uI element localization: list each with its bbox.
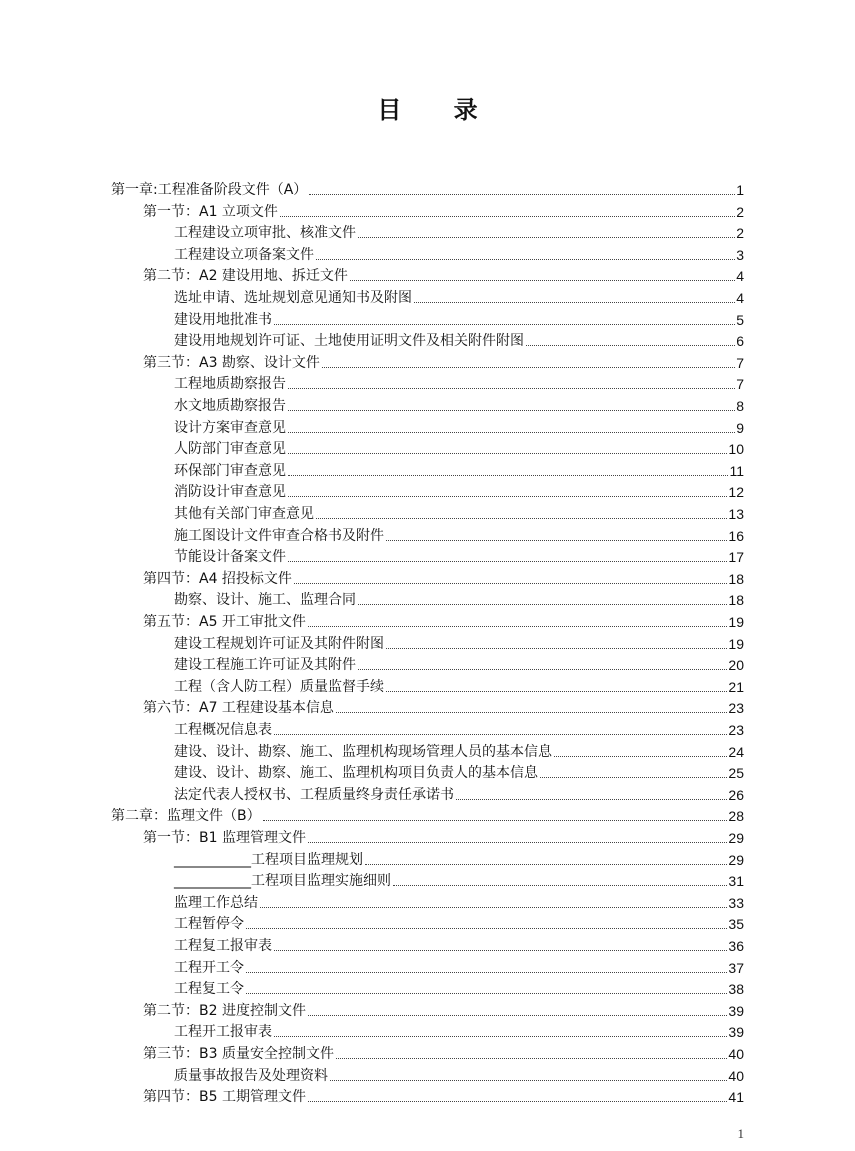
toc-dot-leader	[540, 777, 727, 778]
toc-dot-leader	[288, 561, 727, 562]
toc-entry-page: 8	[736, 398, 744, 414]
toc-entry-title: 工程复工令	[174, 981, 244, 998]
toc-entry-page: 21	[728, 678, 744, 695]
toc-entry-title: 第六节：A7 工程建设基本信息	[143, 700, 334, 717]
page-number: 1	[737, 1126, 744, 1141]
toc-entry-title: 选址申请、选址规划意见通知书及附图	[174, 290, 412, 306]
toc-entry-page: 19	[728, 614, 744, 630]
toc-entry[interactable]	[174, 545, 744, 566]
toc-entry-page: 23	[728, 722, 744, 738]
toc-dot-leader	[308, 1015, 727, 1016]
page-title-text: 目 录	[377, 96, 500, 124]
toc-dot-leader	[386, 540, 727, 541]
toc-entry-title: 建设、设计、勘察、施工、监理机构现场管理人员的基本信息	[174, 743, 552, 760]
toc-dot-leader	[414, 302, 735, 303]
toc-entry-title: 第四节：B5 工期管理文件	[143, 1089, 306, 1106]
toc-entry[interactable]	[174, 718, 744, 739]
toc-entry-page: 33	[728, 894, 744, 911]
toc-entry-title: 第三节：B3 质量安全控制文件	[143, 1046, 334, 1062]
toc-entry[interactable]	[174, 912, 744, 933]
toc-entry[interactable]	[174, 308, 744, 329]
toc-entry-title: 设计方案审查意见	[174, 419, 286, 436]
toc-dot-leader	[260, 907, 727, 908]
toc-entry-title: 建设工程施工许可证及其附件	[174, 657, 356, 674]
toc-entry-title: 监理工作总结	[174, 894, 258, 911]
toc-entry-title: 节能设计备案文件	[174, 549, 286, 566]
toc-entry-page: 3	[736, 246, 744, 263]
toc-dot-leader	[308, 842, 727, 843]
toc-section[interactable]	[143, 351, 744, 372]
toc-dot-leader	[358, 237, 735, 238]
toc-entry-title: 勘察、设计、施工、监理合同	[174, 592, 356, 609]
toc-entry-page: 19	[728, 635, 744, 652]
toc-entry-title: 施工图设计文件审查合格书及附件	[174, 527, 384, 544]
toc-chapter[interactable]	[111, 804, 744, 825]
toc-entry[interactable]	[174, 372, 744, 393]
toc-entry[interactable]	[174, 848, 744, 869]
toc-entry-page: 7	[736, 354, 744, 371]
toc-entry-title: 建设工程规划许可证及其附件附图	[174, 635, 384, 652]
toc-entry-page: 2	[736, 203, 744, 220]
page-title	[0, 94, 855, 126]
toc-entry-title: 质量事故报告及处理资料	[174, 1067, 328, 1084]
toc-entry[interactable]	[174, 869, 744, 890]
toc-entry-page: 35	[728, 916, 744, 933]
toc-dot-leader	[358, 669, 727, 670]
toc-dot-leader	[288, 496, 727, 497]
toc-entry[interactable]	[174, 1020, 744, 1041]
toc-dot-leader	[294, 583, 727, 584]
toc-dot-leader	[386, 691, 727, 692]
toc-entry-page: 37	[728, 959, 744, 976]
toc-entry-page: 2	[736, 225, 744, 242]
toc-dot-leader	[308, 1101, 727, 1102]
toc-entry-page: 11	[729, 462, 744, 479]
toc-entry-title: 建设用地批准书	[174, 311, 272, 328]
toc-entry-page: 36	[728, 938, 744, 954]
toc-entry[interactable]	[174, 783, 744, 804]
toc-dot-leader	[288, 475, 728, 476]
toc-entry-page: 40	[728, 1067, 744, 1084]
toc-dot-leader	[554, 756, 727, 757]
toc-entry[interactable]	[174, 502, 744, 523]
toc-dot-leader	[274, 324, 735, 325]
toc-dot-leader	[526, 345, 735, 346]
toc-section[interactable]	[143, 1042, 744, 1063]
toc-entry[interactable]	[174, 1064, 744, 1085]
toc-entry-page: 20	[728, 657, 744, 674]
toc-entry-page: 9	[736, 419, 744, 436]
toc-entry-title: 工程概况信息表	[174, 722, 272, 738]
toc-section[interactable]	[143, 264, 744, 285]
toc-entry[interactable]	[174, 524, 744, 545]
toc-entry-page: 17	[728, 549, 744, 566]
toc-entry[interactable]	[174, 329, 744, 350]
toc-entry-title: 人防部门审查意见	[174, 441, 286, 458]
toc-entry-title: 工程（含人防工程）质量监督手续	[174, 678, 384, 695]
toc-entry-title: 法定代表人授权书、工程质量终身责任承诺书	[174, 786, 454, 803]
toc-entry-page: 29	[728, 830, 744, 846]
toc-chapter[interactable]	[111, 178, 744, 199]
toc-entry[interactable]	[174, 437, 744, 458]
toc-entry[interactable]	[174, 675, 744, 696]
toc-entry-page: 16	[728, 527, 744, 544]
toc-entry-title: 消防设计审查意见	[174, 484, 286, 501]
toc-section[interactable]	[143, 999, 744, 1020]
toc-entry[interactable]	[174, 632, 744, 653]
toc-entry-title: 第三节：A3 勘察、设计文件	[143, 354, 320, 371]
toc-entry-page: 29	[728, 851, 744, 868]
toc-entry-page: 4	[736, 290, 744, 306]
toc-entry-page: 28	[728, 808, 744, 825]
toc-entry-title: 第二节：A2 建设用地、拆迁文件	[143, 268, 348, 285]
toc-dot-leader	[274, 950, 727, 951]
toc-entry-page: 12	[728, 484, 744, 501]
toc-entry[interactable]	[174, 588, 744, 609]
toc-entry-page: 39	[728, 1024, 744, 1041]
toc-entry-title: 工程建设立项审批、核准文件	[174, 225, 356, 242]
toc-dot-leader	[316, 518, 727, 519]
toc-entry-page: 13	[728, 506, 744, 522]
toc-entry[interactable]	[174, 653, 744, 674]
toc-dot-leader	[365, 864, 727, 865]
toc-dot-leader	[322, 367, 735, 368]
toc-entry[interactable]	[174, 761, 744, 782]
toc-entry-title: 第二节：B2 进度控制文件	[143, 1002, 306, 1019]
toc-entry-title: 工程地质勘察报告	[174, 376, 286, 393]
toc-entry-title: 工程开工令	[174, 959, 244, 976]
toc-section[interactable]	[143, 1085, 744, 1106]
toc-entry-title: 第五节：A5 开工审批文件	[143, 614, 306, 630]
toc-dot-leader	[288, 410, 735, 411]
toc-dot-leader	[288, 453, 727, 454]
toc-entry[interactable]	[174, 416, 744, 437]
toc-entry-page: 5	[736, 311, 744, 328]
toc-dot-leader	[246, 972, 727, 973]
toc-dot-leader	[274, 1036, 727, 1037]
toc-dot-leader	[358, 604, 727, 605]
toc-entry-page: 40	[728, 1046, 744, 1062]
toc-dot-leader	[330, 1080, 727, 1081]
toc-entry[interactable]	[174, 221, 744, 242]
toc-dot-leader	[386, 648, 727, 649]
toc-entry[interactable]	[174, 459, 744, 480]
toc-entry-title: 第二章：监理文件（B）	[111, 808, 261, 825]
toc-entry-title: 水文地质勘察报告	[174, 398, 286, 414]
toc-entry-page: 6	[736, 333, 744, 350]
toc-entry-page: 38	[728, 981, 744, 998]
toc-dot-leader	[350, 280, 735, 281]
toc-entry-page: 31	[728, 873, 744, 890]
toc-dot-leader	[274, 734, 727, 735]
toc-entry-title: 第一章:工程准备阶段文件（A）	[111, 182, 308, 198]
toc-entry[interactable]	[174, 740, 744, 761]
toc-entry-page: 25	[728, 765, 744, 782]
toc-entry-page: 18	[728, 570, 744, 587]
toc-dot-leader	[246, 928, 727, 929]
toc-entry-title: 其他有关部门审查意见	[174, 506, 314, 522]
toc-entry-title: 工程建设立项备案文件	[174, 246, 314, 263]
toc-section[interactable]	[143, 567, 744, 588]
toc-dot-leader	[246, 993, 727, 994]
toc-dot-leader	[393, 885, 727, 886]
toc-entry[interactable]	[174, 934, 744, 955]
toc-dot-leader	[280, 216, 735, 217]
toc-entry-page: 10	[728, 441, 744, 458]
toc-entry-page: 39	[728, 1002, 744, 1019]
toc-dot-leader	[336, 712, 727, 713]
toc-entry[interactable]	[174, 243, 744, 264]
toc-dot-leader	[336, 1058, 727, 1059]
toc-entry-page: 41	[728, 1089, 744, 1106]
toc-entry-page: 26	[728, 786, 744, 803]
toc-section[interactable]	[143, 610, 744, 631]
toc-entry-page: 23	[728, 700, 744, 717]
toc-dot-leader	[309, 194, 735, 195]
toc-entry-title: 第一节：A1 立项文件	[143, 203, 278, 220]
toc-entry[interactable]	[174, 286, 744, 307]
toc-entry-title: 工程暂停令	[174, 916, 244, 933]
toc-section[interactable]	[143, 696, 744, 717]
toc-entry[interactable]	[174, 977, 744, 998]
toc-entry[interactable]	[174, 480, 744, 501]
toc-entry-title: 环保部门审查意见	[174, 462, 286, 479]
toc-entry[interactable]	[174, 394, 744, 415]
toc-entry-title: ___________工程项目监理规划	[174, 851, 363, 868]
toc-dot-leader	[288, 432, 735, 433]
toc-entry-page: 1	[736, 182, 744, 198]
toc-entry-title: ___________工程项目监理实施细则	[174, 873, 391, 890]
toc-entry-title: 第一节：B1 监理管理文件	[143, 830, 306, 846]
toc-dot-leader	[456, 799, 727, 800]
toc-entry[interactable]	[174, 956, 744, 977]
toc-entry-page: 24	[728, 743, 744, 760]
toc-entry-page: 7	[736, 376, 744, 393]
toc-entry-title: 建设、设计、勘察、施工、监理机构项目负责人的基本信息	[174, 765, 538, 782]
toc-entry-title: 工程复工报审表	[174, 938, 272, 954]
toc-entry-page: 4	[736, 268, 744, 285]
toc-dot-leader	[316, 259, 735, 260]
toc-entry-title: 第四节：A4 招投标文件	[143, 570, 292, 587]
toc-entry-title: 建设用地规划许可证、土地使用证明文件及相关附件附图	[174, 333, 524, 350]
toc-dot-leader	[263, 820, 728, 821]
toc-dot-leader	[308, 626, 727, 627]
toc-section[interactable]	[143, 200, 744, 221]
toc-entry[interactable]	[174, 891, 744, 912]
toc-entry-title: 工程开工报审表	[174, 1024, 272, 1041]
toc-section[interactable]	[143, 826, 744, 847]
toc-entry-page: 18	[728, 592, 744, 609]
toc-dot-leader	[288, 388, 735, 389]
